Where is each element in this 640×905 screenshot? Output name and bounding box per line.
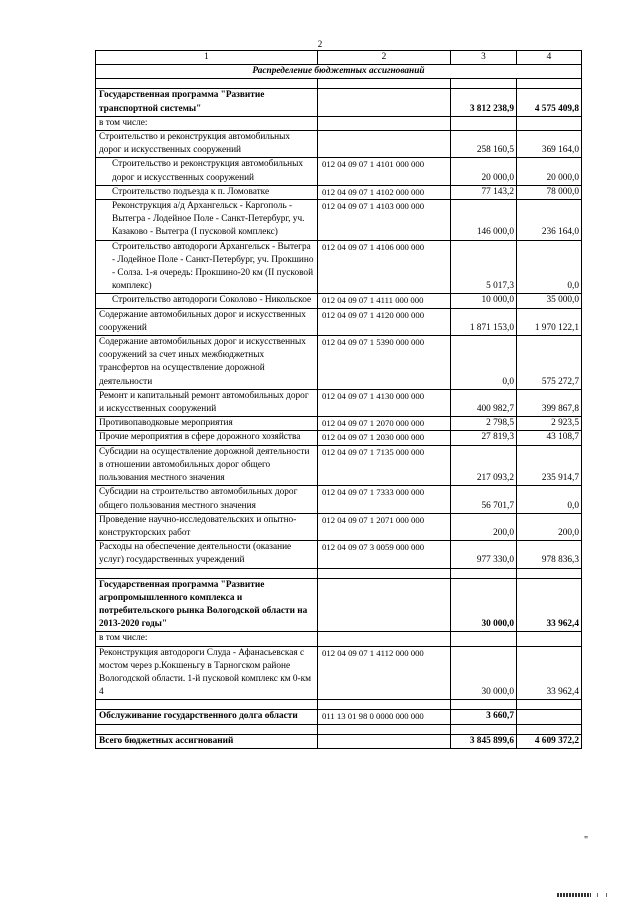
row-name: Противопаводковые мероприятия — [96, 417, 318, 431]
scan-marks — [557, 893, 591, 897]
scan-dot — [606, 893, 607, 897]
section-title: Распределение бюджетных ассигнований — [96, 65, 582, 79]
row-code: 012 04 09 07 1 4103 000 000 — [318, 200, 451, 241]
row-value-col3: 20 000,0 — [451, 158, 517, 185]
row-code: 012 04 09 07 3 0059 000 000 — [318, 541, 451, 568]
table-row — [96, 417, 582, 431]
row-value-col4: 2 923,5 — [517, 417, 582, 431]
subheading-row — [96, 632, 582, 646]
row-value-col3: 146 000,0 — [451, 200, 517, 241]
spacer-cell — [318, 700, 451, 710]
row-code — [318, 131, 451, 158]
row-value-col4: 0,0 — [517, 240, 582, 294]
row-code — [318, 89, 451, 116]
row-name: Субсидии на осуществление дорожной деятельности в отношении автомобильных дорог общего пользования местного значения — [96, 445, 318, 486]
scan-dot — [597, 893, 598, 897]
empty-cell — [517, 632, 582, 646]
row-code — [318, 734, 451, 748]
table-row — [96, 131, 582, 158]
empty-cell — [451, 632, 517, 646]
row-name: Реконструкция автодороги Слуда - Афанасьевская с мостом через р.Кокшеньгу в Тарногском районе Вологодской области. 1-й пусковой комплекс км 0-км 4 — [96, 646, 318, 700]
subheading-text: в том числе: — [96, 632, 318, 646]
row-code: 012 04 09 07 1 2030 000 000 — [318, 431, 451, 445]
table-row — [96, 646, 582, 700]
table-row — [96, 200, 582, 241]
spacer-row — [96, 568, 582, 578]
row-value-col4 — [517, 710, 582, 724]
row-name: Государственная программа "Развитие транспортной системы" — [96, 89, 318, 116]
row-value-col3: 200,0 — [451, 513, 517, 540]
row-value-col3: 27 819,3 — [451, 431, 517, 445]
row-code — [318, 578, 451, 632]
row-value-col4: 575 272,7 — [517, 336, 582, 390]
col-header-1: 1 — [96, 51, 318, 65]
page-number: 2 — [317, 39, 323, 49]
row-value-col4: 0,0 — [517, 486, 582, 513]
row-value-col3: 5 017,3 — [451, 240, 517, 294]
row-code: 012 04 09 07 1 5390 000 000 — [318, 336, 451, 390]
table-row — [96, 445, 582, 486]
row-value-col3: 30 000,0 — [451, 646, 517, 700]
row-name: Содержание автомобильных дорог и искусственных сооружений — [96, 308, 318, 335]
row-value-col4: 78 000,0 — [517, 185, 582, 199]
subheading-text: в том числе: — [96, 116, 318, 130]
row-name: Реконструкция а/д Архангельск - Каргополь - Вытегра - Лодейное Поле - Санкт-Петербург, уч. Казаково - Вытегра (I пусковой комплекс) — [96, 200, 318, 241]
row-name: Государственная программа "Развитие агропромышленного комплекса и потребительского рынка Вологодской области на 2013-2020 годы" — [96, 578, 318, 632]
row-value-col3: 258 160,5 — [451, 131, 517, 158]
row-value-col4: 1 970 122,1 — [517, 308, 582, 335]
spacer-cell — [451, 79, 517, 89]
row-value-col3: 56 701,7 — [451, 486, 517, 513]
subheading-row — [96, 116, 582, 130]
row-value-col3: 77 143,2 — [451, 185, 517, 199]
row-code: 012 04 09 07 1 4112 000 000 — [318, 646, 451, 700]
row-name: Строительство и реконструкция автомобильных дорог и искусственных сооружений — [96, 158, 318, 185]
table-row — [96, 389, 582, 416]
spacer-cell — [96, 724, 318, 734]
empty-cell — [318, 632, 451, 646]
closing-quote: " — [584, 835, 589, 846]
row-code: 012 04 09 07 1 4130 000 000 — [318, 389, 451, 416]
row-name: Расходы на обеспечение деятельности (оказание услуг) государственных учреждений — [96, 541, 318, 568]
spacer-cell — [318, 79, 451, 89]
row-name: Содержание автомобильных дорог и искусственных сооружений за счет иных межбюджетных трансфертов на осуществление дорожной деятельности — [96, 336, 318, 390]
row-value-col3: 2 798,5 — [451, 417, 517, 431]
row-value-col4: 369 164,0 — [517, 131, 582, 158]
row-code: 012 04 09 07 1 4106 000 000 — [318, 240, 451, 294]
row-value-col3: 0,0 — [451, 336, 517, 390]
row-name: Прочие мероприятия в сфере дорожного хозяйства — [96, 431, 318, 445]
row-code: 011 13 01 98 0 0000 000 000 — [318, 710, 451, 724]
spacer-cell — [517, 724, 582, 734]
table-row — [96, 541, 582, 568]
row-value-col4: 4 609 372,2 — [517, 734, 582, 748]
row-value-col3: 217 093,2 — [451, 445, 517, 486]
row-code: 012 04 09 07 1 4101 000 000 — [318, 158, 451, 185]
table-row — [96, 431, 582, 445]
row-name: Строительство и реконструкция автомобильных дорог и искусственных сооружений — [96, 131, 318, 158]
row-value-col4: 35 000,0 — [517, 294, 582, 308]
spacer-row — [96, 700, 582, 710]
empty-cell — [451, 116, 517, 130]
row-value-col4: 33 962,4 — [517, 646, 582, 700]
row-value-col4: 20 000,0 — [517, 158, 582, 185]
row-name: Ремонт и капитальный ремонт автомобильных дорог и искусственных сооружений — [96, 389, 318, 416]
spacer-cell — [517, 700, 582, 710]
table-row — [96, 294, 582, 308]
table-row — [96, 158, 582, 185]
col-header-4: 4 — [517, 51, 582, 65]
spacer-row — [96, 79, 582, 89]
row-value-col3: 3 845 899,6 — [451, 734, 517, 748]
row-value-col4: 33 962,4 — [517, 578, 582, 632]
row-value-col4: 978 836,3 — [517, 541, 582, 568]
empty-cell — [318, 116, 451, 130]
col-header-2: 2 — [318, 51, 451, 65]
spacer-cell — [517, 568, 582, 578]
program-row — [96, 89, 582, 116]
section-title-row — [96, 65, 582, 79]
program-row — [96, 734, 582, 748]
row-name: Всего бюджетных ассигнований — [96, 734, 318, 748]
row-value-col4: 4 575 409,8 — [517, 89, 582, 116]
spacer-cell — [96, 79, 318, 89]
spacer-cell — [318, 568, 451, 578]
row-code: 012 04 09 07 1 2071 000 000 — [318, 513, 451, 540]
row-value-col3: 3 812 238,9 — [451, 89, 517, 116]
table-row — [96, 486, 582, 513]
table-row — [96, 308, 582, 335]
row-value-col4: 235 914,7 — [517, 445, 582, 486]
row-code: 012 04 09 07 1 4102 000 000 — [318, 185, 451, 199]
row-code: 012 04 09 07 1 7333 000 000 — [318, 486, 451, 513]
table-row — [96, 336, 582, 390]
table-row — [96, 185, 582, 199]
table-row — [96, 240, 582, 294]
empty-cell — [517, 116, 582, 130]
spacer-cell — [517, 79, 582, 89]
spacer-cell — [451, 700, 517, 710]
col-header-3: 3 — [451, 51, 517, 65]
row-value-col4: 236 164,0 — [517, 200, 582, 241]
row-value-col4: 399 867,8 — [517, 389, 582, 416]
row-value-col3: 10 000,0 — [451, 294, 517, 308]
row-name: Обслуживание государственного долга области — [96, 710, 318, 724]
row-code: 012 04 09 07 1 4120 000 000 — [318, 308, 451, 335]
row-code: 012 04 09 07 1 4111 000 000 — [318, 294, 451, 308]
program-row — [96, 578, 582, 632]
row-value-col3: 3 660,7 — [451, 710, 517, 724]
row-name: Проведение научно-исследовательских и опытно-конструкторских работ — [96, 513, 318, 540]
spacer-row — [96, 724, 582, 734]
row-value-col3: 30 000,0 — [451, 578, 517, 632]
row-name: Строительство автодороги Архангельск - Вытегра - Лодейное Поле - Санкт-Петербург, уч. Прокшино - Солза. 1-я очередь: Прокшино-20 км (II пусковой комплекс) — [96, 240, 318, 294]
row-code: 012 04 09 07 1 7135 000 000 — [318, 445, 451, 486]
row-code: 012 04 09 07 1 2070 000 000 — [318, 417, 451, 431]
header-row — [96, 51, 582, 65]
spacer-cell — [96, 568, 318, 578]
row-name: Строительство автодороги Соколово - Никольское — [96, 294, 318, 308]
row-name: Строительство подъезда к п. Ломоватке — [96, 185, 318, 199]
spacer-cell — [451, 568, 517, 578]
row-value-col4: 43 108,7 — [517, 431, 582, 445]
row-value-col3: 400 982,7 — [451, 389, 517, 416]
table-row — [96, 513, 582, 540]
row-value-col4: 200,0 — [517, 513, 582, 540]
spacer-cell — [451, 724, 517, 734]
row-name: Субсидии на строительство автомобильных дорог общего пользования местного значения — [96, 486, 318, 513]
program-row — [96, 710, 582, 724]
row-value-col3: 1 871 153,0 — [451, 308, 517, 335]
row-value-col3: 977 330,0 — [451, 541, 517, 568]
budget-table — [95, 50, 582, 749]
spacer-cell — [318, 724, 451, 734]
spacer-cell — [96, 700, 318, 710]
